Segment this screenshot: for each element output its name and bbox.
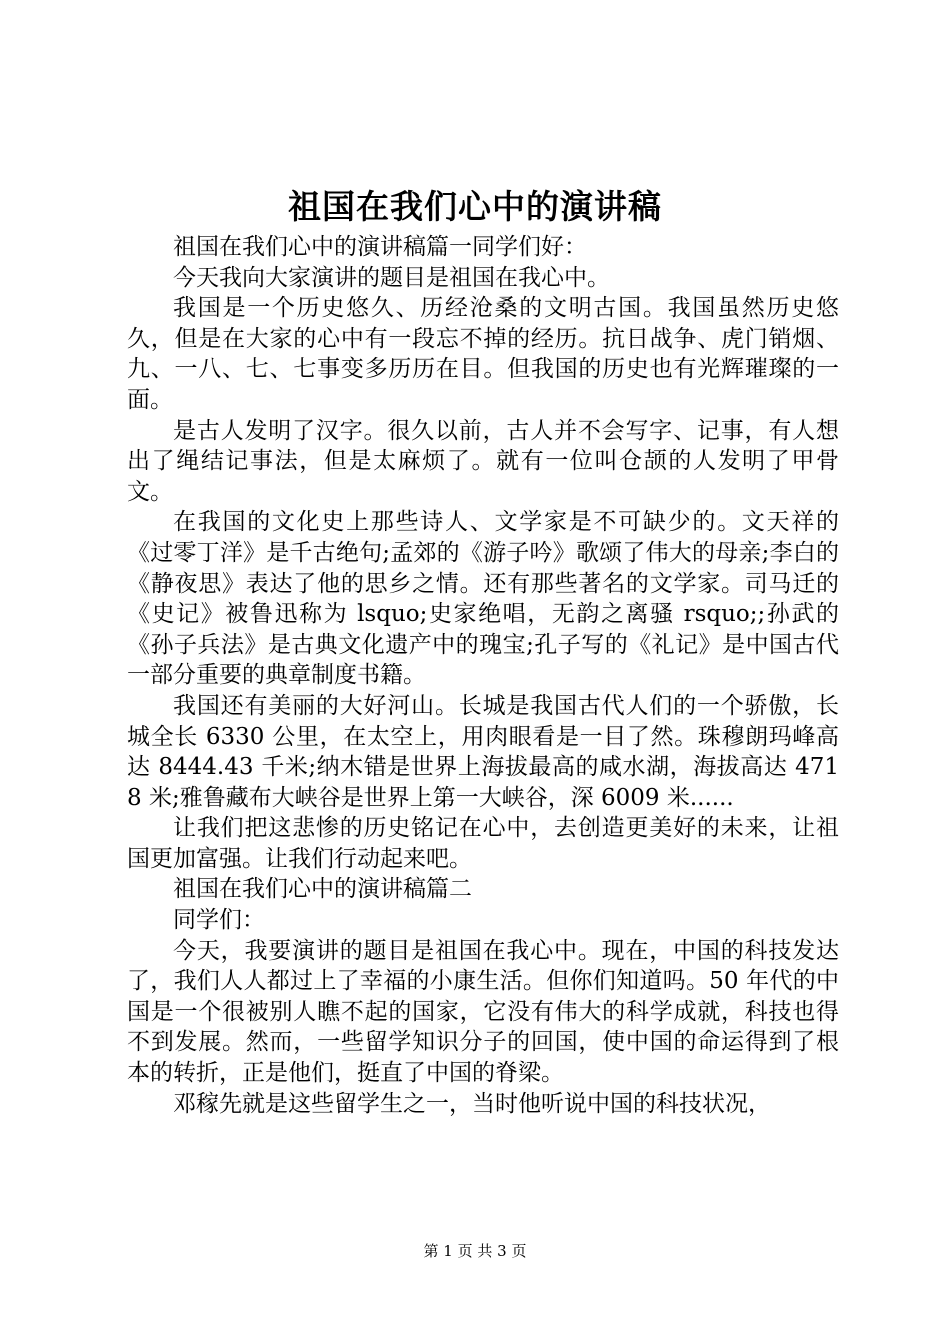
paragraph: 让我们把这悲惨的历史铭记在心中，去创造更美好的未来，让祖国更加富强。让我们行动起来吧。 <box>127 815 839 872</box>
paragraph: 我国还有美丽的大好河山。长城是我国古代人们的一个骄傲，长城全长 6330 公里，在太空上，用肉眼看是一目了然。珠穆朗玛峰高达 8444.43 千米;纳木错是世界上海拔最高的咸水湖，海拔高达 4718 米;雅鲁藏布大峡谷是世界上第一大峡谷，深 6009 米...... <box>127 692 839 811</box>
document-body <box>127 232 839 1119</box>
paragraph: 在我国的文化史上那些诗人、文学家是不可缺少的。文天祥的《过零丁洋》是千古绝句;孟郊的《游子吟》歌颂了伟大的母亲;李白的《静夜思》表达了他的思乡之情。还有那些著名的文学家。司马迁的《史记》被鲁迅称为 lsquo;史家绝唱，无韵之离骚 rsquo;;孙武的《孙子兵法》是古典文化遗产中的瑰宝;孔子写的《礼记》是中国古代一部分重要的典章制度书籍。 <box>127 509 839 689</box>
paragraph: 是古人发明了汉字。很久以前，古人并不会写字、记事，有人想出了绳结记事法，但是太麻烦了。就有一位叫仓颉的人发明了甲骨文。 <box>127 417 839 505</box>
section-heading: 祖国在我们心中的演讲稿篇二 <box>173 876 472 903</box>
document-title: 祖国在我们心中的演讲稿 <box>288 187 662 226</box>
paragraph: 今天，我要演讲的题目是祖国在我心中。现在，中国的科技发达了，我们人人都过上了幸福的小康生活。但你们知道吗。50 年代的中国是一个很被别人瞧不起的国家，它没有伟大的科学成就，科技也得不到发展。然而，一些留学知识分子的回国，使中国的命运得到了根本的转折，正是他们，挺直了中国的脊梁。 <box>127 937 839 1087</box>
paragraph: 祖国在我们心中的演讲稿篇一同学们好： <box>173 234 587 260</box>
page-footer: 第 1 页 共 3 页 <box>423 1242 527 1260</box>
paragraph: 我国是一个历史悠久、历经沧桑的文明古国。我国虽然历史悠久，但是在大家的心中有一段忘不掉的经历。抗日战争、虎门销烟、九、一八、七、七事变多历历在目。但我国的历史也有光辉璀璨的一面。 <box>127 295 839 413</box>
paragraph: 邓稼先就是这些留学生之一，当时他听说中国的科技状况， <box>173 1090 771 1117</box>
paragraph: 今天我向大家演讲的题目是祖国在我心中。 <box>173 264 610 291</box>
paragraph: 同学们： <box>173 907 265 934</box>
